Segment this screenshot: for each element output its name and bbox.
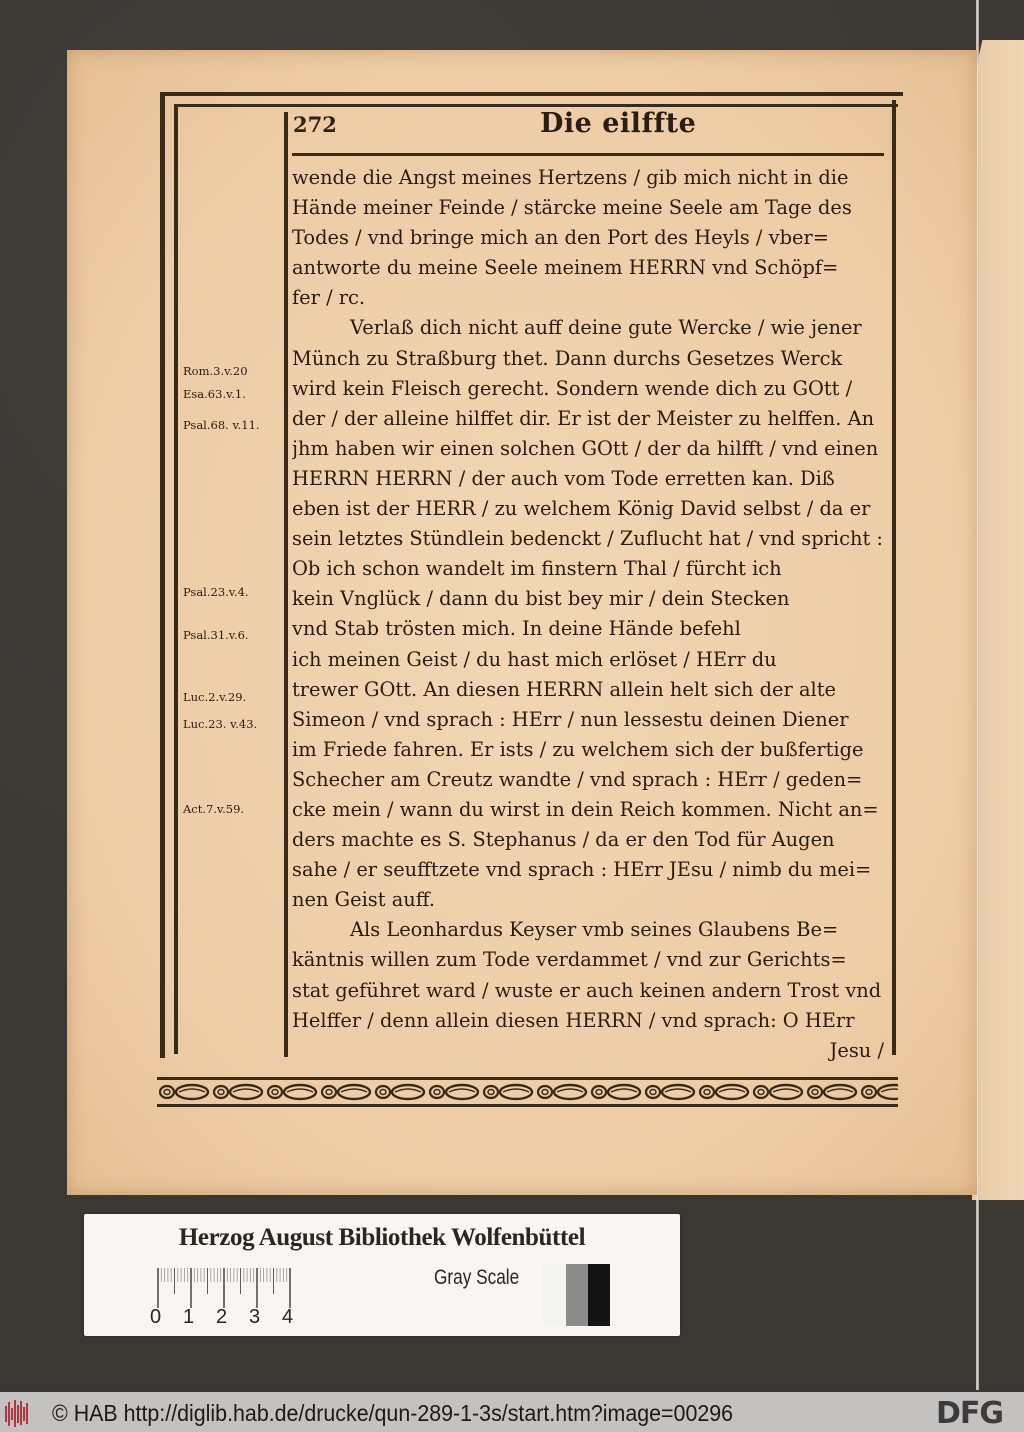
text-line: jhm haben wir einen solchen GOtt / der da hilfft / vnd einen — [292, 436, 879, 460]
marginal-reference: Psal.68. v.11. — [183, 418, 260, 432]
ruler-scale-icon — [156, 1266, 296, 1308]
text-line: stat geführet ward / wuste er auch keinen andern Trost vnd — [292, 978, 882, 1002]
page-frame-inner-top-rule — [178, 104, 898, 107]
text-line: Todes / vnd bringe mich an den Port des Heyls / vber= — [292, 226, 829, 250]
marginal-reference: Act.7.v.59. — [183, 802, 245, 816]
ruler-tick-label: 1 — [183, 1306, 195, 1328]
ruler-tick-label: 4 — [282, 1306, 294, 1328]
text-line: kein Vnglück / dann du bist bey mir / dein Stecken — [292, 587, 790, 611]
ruler-labels — [150, 1306, 350, 1330]
text-line: HERRN HERRN / der auch vom Tode erretten kan. Diß — [292, 466, 835, 490]
text-line: Schecher am Creutz wandte / vnd sprach : HErr / geden= — [292, 767, 863, 791]
library-color-card — [84, 1214, 680, 1336]
page-frame-right-rule — [892, 100, 896, 1055]
footer-bar — [0, 1392, 1024, 1432]
header-rule — [292, 153, 884, 156]
text-line: wende die Angst meines Hertzens / gib mich nicht in die — [292, 166, 849, 189]
ruler-tick-label: 0 — [150, 1306, 162, 1328]
ornament-pattern-icon — [157, 1082, 898, 1102]
text-line: im Friede fahren. Er ists / zu welchem sich der bußfertige — [292, 737, 864, 761]
page-frame-inner-left-rule — [174, 104, 178, 1054]
margin-column-divider — [284, 112, 288, 1057]
gray-scale-label: Gray Scale — [434, 1266, 520, 1289]
page-number: 272 — [293, 112, 337, 137]
marginal-reference: Rom.3.v.20 — [183, 364, 248, 378]
text-line: Als Leonhardus Keyser vmb seines Glaubens Be= — [350, 918, 839, 942]
text-line: vnd Stab trösten mich. In deine Hände befehl — [292, 617, 741, 641]
text-line: Hände meiner Feinde / stärcke meine Seele am Tage des — [292, 196, 852, 220]
text-line: cke mein / wann du wirst in dein Reich kommen. Nicht an= — [292, 797, 879, 821]
marginal-reference: Psal.23.v.4. — [183, 585, 249, 599]
running-head: Die eilffte — [540, 108, 697, 139]
ruler-tick-label: 3 — [249, 1306, 261, 1328]
marginal-reference: Luc.23. v.43. — [183, 717, 258, 731]
text-line: Ob ich schon wandelt im finstern Thal / fürcht ich — [292, 557, 782, 581]
text-line: käntnis willen zum Tode verdammet / vnd zur Gerichts= — [292, 948, 847, 972]
text-line: ich meinen Geist / du hast mich erlöset / HErr du — [292, 647, 777, 671]
text-line: antworte du meine Seele meinem HERRN vnd Schöpf= — [292, 256, 839, 280]
text-line: nen Geist auff. — [292, 888, 435, 912]
text-line: fer / rc. — [292, 286, 366, 310]
text-line: sein letztes Stündlein bedenckt / Zuflucht hat / vnd spricht : — [292, 527, 883, 551]
text-line: trewer GOtt. An diesen HERRN allein helt sich der alte — [292, 677, 836, 701]
text-line: wird kein Fleisch gerecht. Sondern wende dich zu GOtt / — [292, 376, 853, 400]
dfg-logo: DFG — [936, 1396, 1004, 1431]
text-line: eben ist der HERR / zu welchem König David selbst / da er — [292, 497, 871, 521]
text-line: Simeon / vnd sprach : HErr / nun lessestu deinen Diener — [292, 707, 849, 731]
text-line: Jesu / — [829, 1038, 884, 1062]
marginal-reference: Esa.63.v.1. — [183, 387, 246, 401]
copyright-link[interactable]: © HAB http://diglib.hab.de/drucke/qun-289-1-3s/start.htm?image=00296 — [52, 1400, 734, 1426]
library-name: Herzog August Bibliothek Wolfenbüttel — [178, 1224, 586, 1251]
text-line: Verlaß dich nicht auff deine gute Wercke / wie jener — [350, 316, 862, 340]
adjacent-page-edge — [972, 40, 1024, 1200]
ornamental-border — [157, 1077, 898, 1107]
gray-swatch — [588, 1264, 610, 1326]
text-line: Helffer / denn allein diesen HERRN / vnd sprach: O HErr — [292, 1008, 855, 1032]
text-line: der / der alleine hilffet dir. Er ist der Meister zu helffen. An — [292, 406, 875, 430]
hab-logo-icon — [4, 1398, 28, 1428]
gray-swatch — [542, 1264, 566, 1326]
text-line: sahe / er seufftzete vnd sprach : HErr JEsu / nimb du mei= — [292, 858, 872, 882]
marginal-reference: Psal.31.v.6. — [183, 628, 249, 642]
marginal-reference: Luc.2.v.29. — [183, 690, 247, 704]
text-line: Münch zu Straßburg thet. Dann durchs Gesetzes Werck — [292, 346, 843, 370]
body-text — [292, 163, 884, 1066]
gray-scale-swatches — [542, 1264, 622, 1326]
gray-swatch — [566, 1264, 588, 1326]
ruler-tick-label: 2 — [216, 1306, 228, 1328]
text-line: ders machte es S. Stephanus / da er den Tod für Augen — [292, 828, 835, 852]
